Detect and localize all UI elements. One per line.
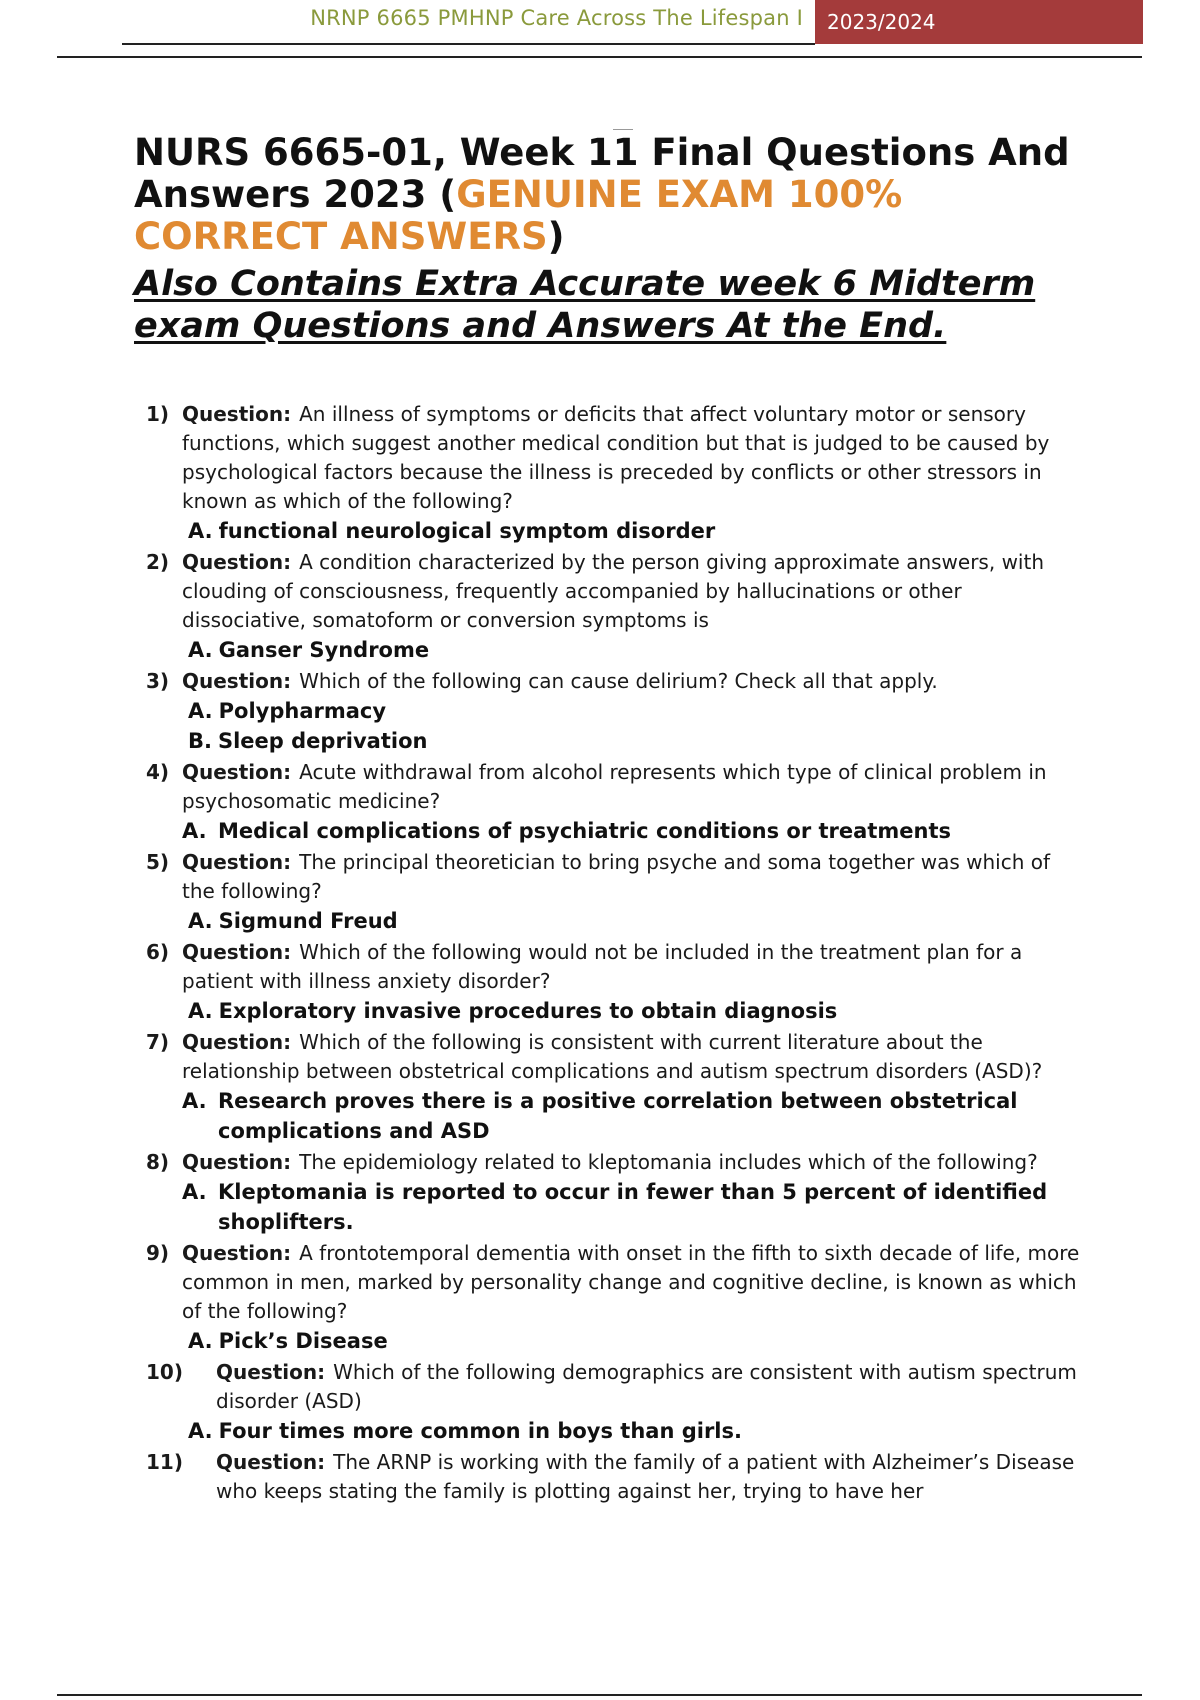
answer <box>146 635 1086 665</box>
question-row <box>146 1448 1086 1506</box>
question-text-block <box>182 1028 1086 1086</box>
answer-text: Sleep deprivation <box>217 729 428 753</box>
question-text-block <box>182 938 1086 996</box>
question-row <box>146 1148 1086 1177</box>
answer <box>146 996 1086 1026</box>
answer <box>146 1086 1086 1146</box>
question-number: 3) <box>146 669 170 693</box>
question-row <box>146 1028 1086 1086</box>
question-item <box>146 1028 1086 1146</box>
question-label: Question: <box>182 1030 292 1054</box>
question-text: An illness of symptoms or deficits that affect voluntary motor or sensory functions, which suggest another medical condition but that is judged to be caused by psychological factors because the illness is preceded by conflicts or other stressors in known as which of the following? <box>182 402 1050 513</box>
answer-text: Pick’s Disease <box>218 1329 388 1353</box>
question-row <box>146 1239 1086 1326</box>
answer <box>146 696 1086 726</box>
page-subtitle <box>134 263 1094 347</box>
question-number: 2) <box>146 550 170 574</box>
question-label: Question: <box>182 940 292 964</box>
course-header: NRNP 6665 PMHNP Care Across The Lifespan I <box>310 6 803 30</box>
question-label: Question: <box>182 1150 292 1174</box>
answer <box>146 816 1086 846</box>
qa-list <box>146 400 1086 1508</box>
question-text-block <box>182 758 1086 816</box>
answer-letter: A. <box>182 1089 207 1113</box>
title-accent: GENUINE EXAM 100% CORRECT ANSWERS <box>134 173 903 258</box>
question-text-block <box>182 667 1086 696</box>
question-number: 7) <box>146 1030 170 1054</box>
question-label: Question: <box>182 1241 292 1265</box>
answer-text: Exploratory invasive procedures to obtain diagnosis <box>218 999 838 1023</box>
answer-letter: A. <box>188 1419 213 1443</box>
title-part-1: NURS 6665-01, Week 11 Final Questions And Answers 2023 ( <box>134 131 1070 216</box>
question-item <box>146 1148 1086 1237</box>
question-text-block <box>216 1448 1086 1506</box>
answer-text: Polypharmacy <box>218 699 387 723</box>
question-number: 9) <box>146 1241 170 1265</box>
answer-letter: A. <box>188 519 213 543</box>
question-text-block <box>182 1239 1086 1326</box>
question-item <box>146 758 1086 846</box>
header-rule <box>57 56 1142 58</box>
answer-letter: A. <box>188 1329 213 1353</box>
question-label: Question: <box>182 760 292 784</box>
title-part-2: ) <box>547 215 565 258</box>
question-text: Which of the following can cause delirium? Check all that apply. <box>299 669 938 693</box>
answer-letter: B. <box>188 729 212 753</box>
answer-text: functional neurological symptom disorder <box>218 519 716 543</box>
answer-text: Research proves there is a positive correlation between obstetrical complications and ASD <box>218 1089 1018 1143</box>
answer-text: Ganser Syndrome <box>218 638 430 662</box>
question-number: 8) <box>146 1150 170 1174</box>
answer-letter: A. <box>188 909 213 933</box>
question-number: 6) <box>146 940 170 964</box>
question-row <box>146 548 1086 635</box>
question-text: Which of the following demographics are consistent with autism spectrum disorder (ASD) <box>216 1360 1077 1413</box>
question-text: The ARNP is working with the family of a patient with Alzheimer’s Disease who keeps stating the family is plotting against her, trying to have her <box>216 1450 1075 1503</box>
answer <box>146 1416 1086 1446</box>
question-item <box>146 548 1086 665</box>
question-row <box>146 1358 1086 1416</box>
question-text-block <box>182 548 1086 635</box>
question-text: Which of the following is consistent with current literature about the relationship between obstetrical complications and autism spectrum disorders (ASD)? <box>182 1030 1043 1083</box>
footer-rule <box>57 1694 1142 1696</box>
question-item <box>146 938 1086 1026</box>
question-row <box>146 400 1086 516</box>
answer-letter: A. <box>188 699 213 723</box>
question-text: The principal theoretician to bring psyche and soma together was which of the following? <box>182 850 1051 903</box>
question-row <box>146 758 1086 816</box>
question-label: Question: <box>182 850 292 874</box>
answer-text: Sigmund Freud <box>218 909 398 933</box>
answer <box>146 726 1086 756</box>
header-rule-short <box>122 43 815 45</box>
question-number: 10) <box>146 1360 183 1384</box>
answer-text: Kleptomania is reported to occur in fewer than 5 percent of identified shoplifters. <box>218 1180 1048 1234</box>
question-text: Acute withdrawal from alcohol represents which type of clinical problem in psychosomatic medicine? <box>182 760 1047 813</box>
question-text-block <box>182 400 1086 516</box>
question-row <box>146 848 1086 906</box>
answer <box>146 516 1086 546</box>
answer <box>146 1326 1086 1356</box>
page-title <box>134 132 1084 258</box>
question-item <box>146 400 1086 546</box>
question-text: Which of the following would not be included in the treatment plan for a patient with illness anxiety disorder? <box>182 940 1023 993</box>
question-item <box>146 667 1086 756</box>
answer-text: Four times more common in boys than girls. <box>218 1419 742 1443</box>
question-number: 4) <box>146 760 170 784</box>
question-row <box>146 667 1086 696</box>
question-item <box>146 848 1086 936</box>
answer-letter: A. <box>188 638 213 662</box>
question-number: 1) <box>146 402 170 426</box>
answer <box>146 1177 1086 1237</box>
answer-text: Medical complications of psychiatric conditions or treatments <box>218 819 951 843</box>
year-badge: 2023/2024 <box>815 0 1143 44</box>
answer-letter: A. <box>188 999 213 1023</box>
answer-letter: A. <box>182 1180 207 1204</box>
question-label: Question: <box>216 1450 326 1474</box>
question-label: Question: <box>216 1360 326 1384</box>
question-row <box>146 938 1086 996</box>
question-label: Question: <box>182 669 292 693</box>
question-item <box>146 1448 1086 1506</box>
question-text-block <box>216 1358 1086 1416</box>
decorative-dash <box>613 129 633 130</box>
question-text-block <box>182 1148 1086 1177</box>
subtitle-text: Also Contains Extra Accurate week 6 Midterm exam Questions and Answers At the End. <box>134 264 1036 346</box>
question-text: A frontotemporal dementia with onset in the fifth to sixth decade of life, more common in men, marked by personality change and cognitive decline, is known as which of the following? <box>182 1241 1080 1323</box>
question-item <box>146 1358 1086 1446</box>
question-text: The epidemiology related to kleptomania includes which of the following? <box>299 1150 1038 1174</box>
question-item <box>146 1239 1086 1356</box>
question-label: Question: <box>182 402 292 426</box>
answer-letter: A. <box>182 819 207 843</box>
answer <box>146 906 1086 936</box>
question-label: Question: <box>182 550 292 574</box>
question-number: 11) <box>146 1450 183 1474</box>
question-text-block <box>182 848 1086 906</box>
question-text: A condition characterized by the person giving approximate answers, with clouding of consciousness, frequently accompanied by hallucinations or other dissociative, somatoform or conversion symptoms is <box>182 550 1045 632</box>
question-number: 5) <box>146 850 170 874</box>
